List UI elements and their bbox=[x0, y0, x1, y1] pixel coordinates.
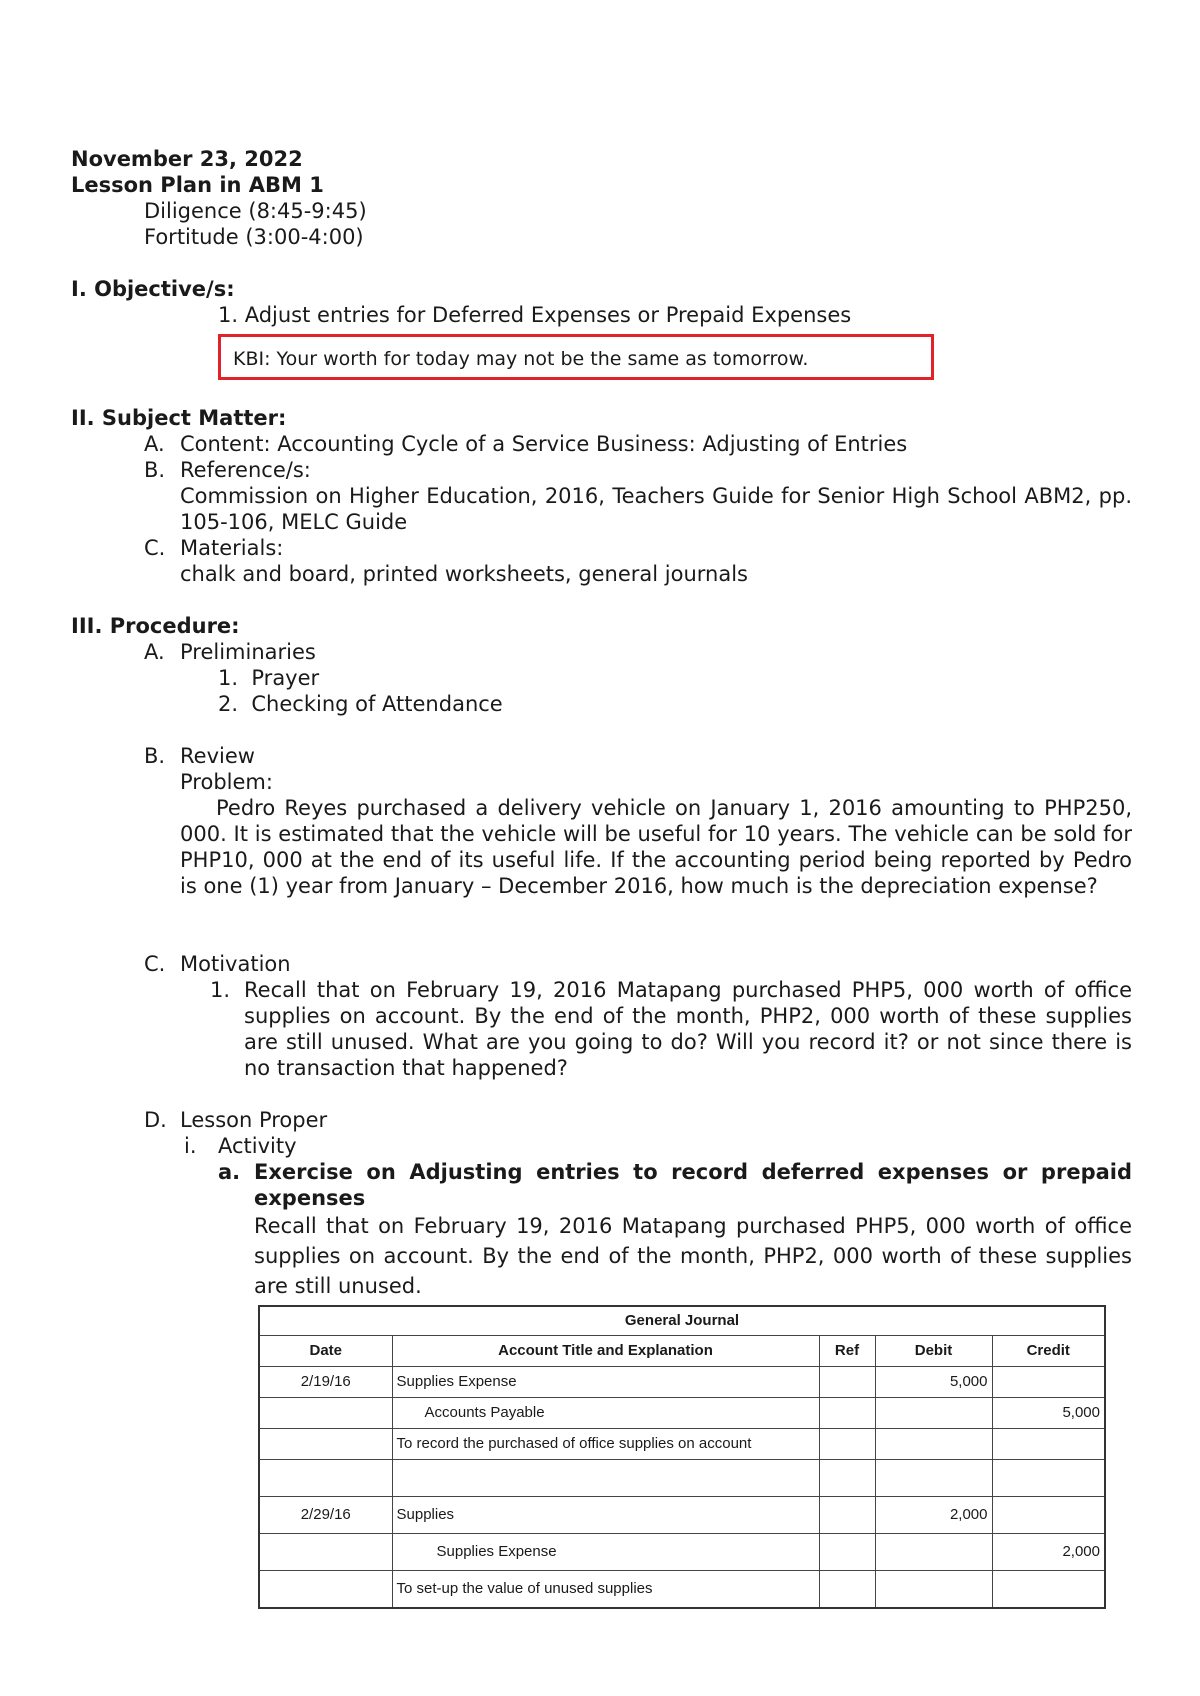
column-header-credit: Credit bbox=[992, 1336, 1105, 1367]
materials-marker: C. bbox=[144, 536, 166, 560]
section-fortitude: Fortitude (3:00-4:00) bbox=[144, 225, 364, 249]
row-date bbox=[259, 1429, 392, 1460]
row-ref bbox=[819, 1534, 875, 1571]
row-credit bbox=[992, 1367, 1105, 1398]
materials-label: Materials: bbox=[180, 536, 284, 560]
motivation-label: Motivation bbox=[180, 952, 291, 976]
table-row bbox=[259, 1460, 1105, 1497]
row-date bbox=[259, 1398, 392, 1429]
row-account: Supplies bbox=[392, 1497, 819, 1534]
row-credit: 2,000 bbox=[992, 1534, 1105, 1571]
journal-title: General Journal bbox=[259, 1306, 1105, 1336]
table-row bbox=[259, 1398, 1105, 1429]
row-debit bbox=[875, 1429, 992, 1460]
motivation-number: 1. bbox=[210, 978, 231, 1002]
row-ref bbox=[819, 1429, 875, 1460]
review-marker: B. bbox=[144, 744, 166, 768]
row-account: Supplies Expense bbox=[392, 1367, 819, 1398]
prelim-item-attendance: 2. Checking of Attendance bbox=[218, 692, 503, 716]
row-credit bbox=[992, 1497, 1105, 1534]
document-title: Lesson Plan in ABM 1 bbox=[71, 173, 324, 197]
row-ref bbox=[819, 1497, 875, 1534]
column-header-debit: Debit bbox=[875, 1336, 992, 1367]
preliminaries-marker: A. bbox=[144, 640, 165, 664]
row-date: 2/29/16 bbox=[259, 1497, 392, 1534]
content-text: Content: Accounting Cycle of a Service Business: Adjusting of Entries bbox=[180, 432, 908, 456]
table-row bbox=[259, 1534, 1105, 1571]
motivation-marker: C. bbox=[144, 952, 166, 976]
section-diligence: Diligence (8:45-9:45) bbox=[144, 199, 367, 223]
preliminaries-label: Preliminaries bbox=[180, 640, 316, 664]
materials-text: chalk and board, printed worksheets, general journals bbox=[180, 562, 748, 586]
row-debit: 2,000 bbox=[875, 1497, 992, 1534]
table-row bbox=[259, 1497, 1105, 1534]
reference-marker: B. bbox=[144, 458, 166, 482]
row-ref bbox=[819, 1398, 875, 1429]
subject-matter-heading: II. Subject Matter: bbox=[71, 406, 287, 430]
problem-label: Problem: bbox=[180, 770, 273, 794]
row-debit bbox=[875, 1571, 992, 1609]
table-row bbox=[259, 1429, 1105, 1460]
row-credit bbox=[992, 1460, 1105, 1497]
row-account bbox=[392, 1460, 819, 1497]
general-journal-table bbox=[258, 1305, 1106, 1609]
activity-marker: i. bbox=[184, 1134, 197, 1158]
row-ref bbox=[819, 1571, 875, 1609]
row-date: 2/19/16 bbox=[259, 1367, 392, 1398]
row-debit bbox=[875, 1398, 992, 1429]
problem-text: Pedro Reyes purchased a delivery vehicle on January 1, 2016 amounting to PHP250, 000. It is estimated that the vehicle will be useful for 10 years. The vehicle can be sold for PHP10, 000 at the end of its useful life. If the accounting period being reported by Pedro is one (1) year from January – December 2016, how much is the depreciation expense? bbox=[180, 796, 1132, 898]
exercise-marker: a. bbox=[218, 1160, 241, 1184]
lesson-proper-label: Lesson Proper bbox=[180, 1108, 328, 1132]
row-credit: 5,000 bbox=[992, 1398, 1105, 1429]
row-debit: 5,000 bbox=[875, 1367, 992, 1398]
row-date bbox=[259, 1534, 392, 1571]
review-label: Review bbox=[180, 744, 255, 768]
column-header-ref: Ref bbox=[819, 1336, 875, 1367]
row-ref bbox=[819, 1460, 875, 1497]
table-row bbox=[259, 1571, 1105, 1609]
kbi-box bbox=[218, 334, 934, 380]
row-account: Accounts Payable bbox=[392, 1398, 819, 1429]
reference-text: Commission on Higher Education, 2016, Teachers Guide for Senior High School ABM2, pp. 105-106, MELC Guide bbox=[180, 484, 1132, 534]
exercise-text: Recall that on February 19, 2016 Matapang purchased PHP5, 000 worth of office supplies on account. By the end of the month, PHP2, 000 worth of these supplies are still unused. bbox=[254, 1214, 1132, 1298]
objectives-heading: I. Objective/s: bbox=[71, 277, 235, 301]
lesson-proper-marker: D. bbox=[144, 1108, 167, 1132]
table-row bbox=[259, 1367, 1105, 1398]
prelim-item-prayer: 1. Prayer bbox=[218, 666, 320, 690]
column-header-date: Date bbox=[259, 1336, 392, 1367]
row-debit bbox=[875, 1460, 992, 1497]
row-credit bbox=[992, 1429, 1105, 1460]
row-account: To record the purchased of office supplies on account bbox=[392, 1429, 819, 1460]
row-date bbox=[259, 1571, 392, 1609]
motivation-text: Recall that on February 19, 2016 Matapang purchased PHP5, 000 worth of office supplies on account. By the end of the month, PHP2, 000 worth of these supplies are still unused. What are you going to do? Will you record it? or not since there is no transaction that happened? bbox=[244, 978, 1132, 1080]
content-marker: A. bbox=[144, 432, 165, 456]
kbi-text: KBI: Your worth for today may not be the same as tomorrow. bbox=[233, 348, 809, 370]
row-debit bbox=[875, 1534, 992, 1571]
procedure-heading: III. Procedure: bbox=[71, 614, 240, 638]
exercise-title: Exercise on Adjusting entries to record deferred expenses or prepaid expenses bbox=[254, 1160, 1132, 1210]
row-account: Supplies Expense bbox=[392, 1534, 819, 1571]
row-ref bbox=[819, 1367, 875, 1398]
activity-label: Activity bbox=[218, 1134, 297, 1158]
row-date bbox=[259, 1460, 392, 1497]
row-credit bbox=[992, 1571, 1105, 1609]
column-header-account: Account Title and Explanation bbox=[392, 1336, 819, 1367]
document-date: November 23, 2022 bbox=[71, 147, 303, 171]
row-account: To set-up the value of unused supplies bbox=[392, 1571, 819, 1609]
reference-label: Reference/s: bbox=[180, 458, 311, 482]
objective-item: 1. Adjust entries for Deferred Expenses or Prepaid Expenses bbox=[218, 303, 852, 327]
